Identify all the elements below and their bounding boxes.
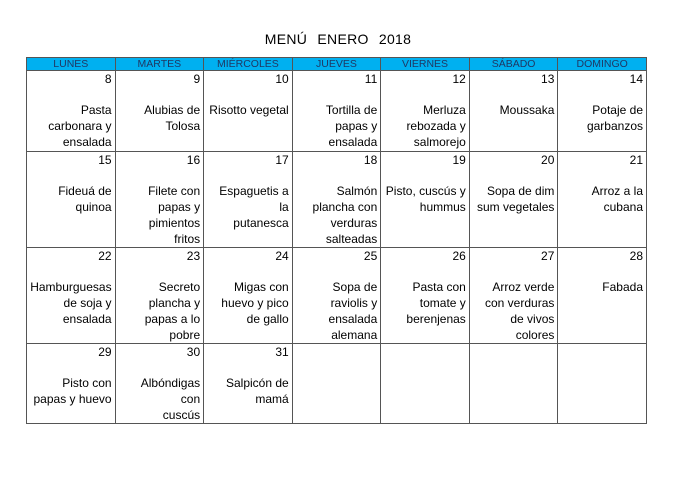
day-number: 26: [452, 249, 466, 263]
day-number: 21: [629, 153, 643, 167]
dish-name: Arroz verde con verduras de vivos colores: [485, 280, 555, 342]
page-title: MENÚ ENERO 2018: [264, 31, 412, 47]
dish-name: Migas con huevo y pico de gallo: [221, 280, 289, 326]
empty-cell: [292, 344, 381, 424]
day-number: 11: [364, 72, 378, 86]
dish-name: Risotto vegetal: [209, 103, 289, 117]
day-cell: [204, 344, 293, 424]
weekday-header-row: [27, 58, 647, 71]
day-cell: [27, 344, 116, 424]
day-cell: [558, 248, 647, 344]
day-cell: [27, 71, 116, 152]
day-number: 31: [275, 345, 289, 359]
weekday-header-sunday: DOMINGO: [558, 58, 647, 71]
day-cell: [469, 152, 558, 248]
dish-name: Alubias de Tolosa: [144, 103, 201, 133]
day-number: 24: [275, 249, 289, 263]
weekday-header-wednesday: MIÉRCOLES: [204, 58, 293, 71]
day-number: 17: [275, 153, 289, 167]
dish-name: Salmón plancha con verduras salteadas: [312, 184, 378, 246]
day-cell: [204, 71, 293, 152]
day-number: 14: [629, 72, 643, 86]
day-cell: [115, 152, 204, 248]
day-number: 8: [104, 72, 112, 86]
empty-cell: [469, 344, 558, 424]
day-cell: [292, 248, 381, 344]
day-cell: [381, 152, 470, 248]
day-number: 29: [98, 345, 112, 359]
day-number: 9: [193, 72, 201, 86]
dish-name: Pasta con tomate y berenjenas: [406, 280, 466, 326]
day-cell: [115, 71, 204, 152]
day-number: 27: [541, 249, 555, 263]
dish-name: Hamburguesas de soja y ensalada: [30, 280, 112, 326]
dish-name: Pisto, cuscús y hummus: [385, 184, 466, 214]
week-row: [27, 71, 647, 152]
day-cell: [381, 248, 470, 344]
dish-name: Fabada: [602, 280, 643, 294]
day-number: 25: [363, 249, 378, 263]
day-number: 16: [186, 153, 201, 167]
day-number: 18: [363, 153, 378, 167]
week-row: [27, 248, 647, 344]
day-number: 19: [452, 153, 466, 167]
day-number: 20: [541, 153, 555, 167]
dish-name: Pasta carbonara y ensalada: [48, 103, 112, 149]
day-cell: [381, 71, 470, 152]
day-cell: [469, 71, 558, 152]
day-cell: [204, 152, 293, 248]
dish-name: Espaguetis a la putanesca: [219, 184, 289, 230]
day-cell: [558, 71, 647, 152]
day-cell: [27, 248, 116, 344]
weekday-header-saturday: SÁBADO: [469, 58, 558, 71]
menu-calendar: [26, 57, 647, 424]
weekday-header-tuesday: MARTES: [115, 58, 204, 71]
dish-name: Secreto plancha y papas a lo pobre: [144, 280, 201, 342]
dish-name: Moussaka: [499, 103, 555, 117]
weekday-header-monday: LUNES: [27, 58, 116, 71]
day-cell: [204, 248, 293, 344]
week-row: [27, 344, 647, 424]
dish-name: Arroz a la cubana: [591, 184, 643, 214]
day-number: 30: [186, 345, 201, 359]
day-cell: [558, 152, 647, 248]
day-cell: [27, 152, 116, 248]
weekday-header-thursday: JUEVES: [292, 58, 381, 71]
day-cell: [292, 152, 381, 248]
day-cell: [292, 71, 381, 152]
week-row: [27, 152, 647, 248]
day-number: 28: [629, 249, 643, 263]
day-number: 13: [541, 72, 555, 86]
day-cell: [115, 344, 204, 424]
dish-name: Pisto con papas y huevo: [33, 376, 112, 406]
dish-name: Salpicón de mamá: [225, 376, 289, 406]
dish-name: Sopa de raviolis y ensalada alemana: [328, 280, 378, 342]
day-cell: [469, 248, 558, 344]
day-number: 23: [186, 249, 201, 263]
day-number: 10: [275, 72, 289, 86]
empty-cell: [558, 344, 647, 424]
dish-name: Tortilla de papas y ensalada: [325, 103, 378, 149]
day-cell: [115, 248, 204, 344]
dish-name: Potaje de garbanzos: [586, 103, 643, 133]
weekday-header-friday: VIERNES: [381, 58, 470, 71]
dish-name: Sopa de dim sum vegetales: [477, 184, 555, 214]
day-number: 22: [98, 249, 112, 263]
dish-name: Albóndigas con cuscús: [140, 376, 201, 422]
dish-name: Fideuá de quinoa: [58, 184, 112, 214]
day-number: 15: [98, 153, 112, 167]
dish-name: Filete con papas y pimientos fritos: [148, 184, 201, 246]
day-number: 12: [452, 72, 466, 86]
empty-cell: [381, 344, 470, 424]
dish-name: Merluza rebozada y salmorejo: [406, 103, 466, 149]
